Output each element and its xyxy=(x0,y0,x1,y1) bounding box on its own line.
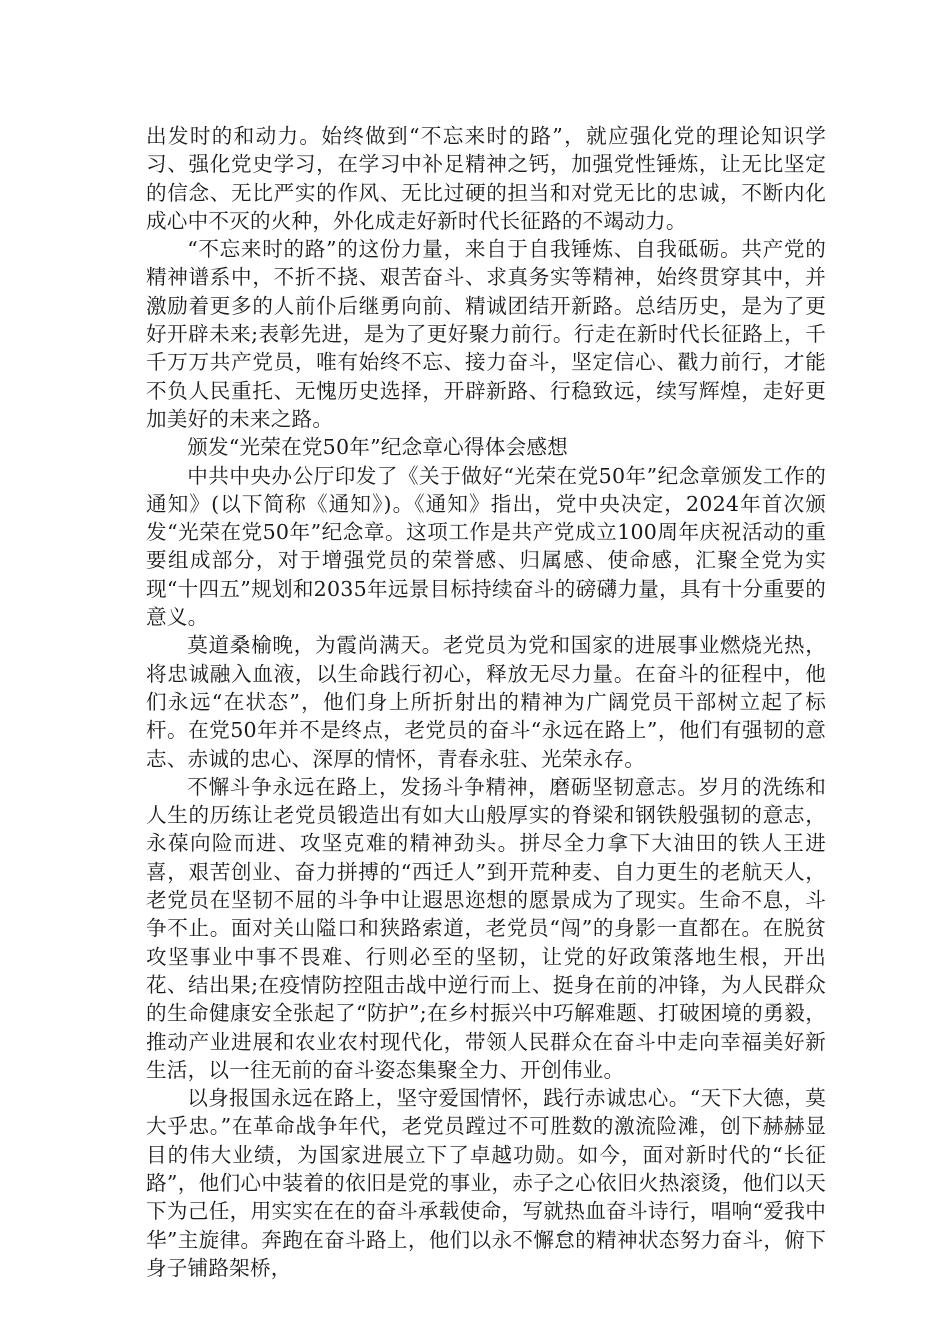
paragraph-2: “不忘来时的路”的这份力量，来自于自我锤炼、自我砥砺。共产党的精神谱系中，不折不挠、艰苦奋斗、求真务实等精神，始终贯穿其中，并激励着更多的人前仆后继勇向前、精诚团结开新路。总结历史，是为了更好开辟未来;表彰先进，是为了更好聚力前行。行走在新时代长征路上，千千万万共产党员，唯有始终不忘、接力奋斗，坚定信心、戳力前行，才能不负人民重托、无愧历史选择，开辟新路、行稳致远，续写辉煌，走好更加美好的未来之路。 xyxy=(146,237,826,431)
section-heading: 颁发“光荣在党50年”纪念章心得体会感想 xyxy=(187,435,568,460)
paragraph-5: 不懈斗争永远在路上，发扬斗争精神，磨砺坚韧意志。岁月的洗练和人生的历练让老党员锻造出有如大山般厚实的脊梁和钢铁般强韧的意志，永葆向险而进、攻坚克难的精神劲头。拼尽全力拿下大油田的铁人王进喜，艰苦创业、奋力拼搏的“西迁人”到开荒种麦、自力更生的老航天人，老党员在坚韧不屈的斗争中让遐思迩想的愿景成为了现实。生命不息，斗争不止。面对关山隘口和狭路索道，老党员“闯”的身影一直都在。在脱贫攻坚事业中事不畏难、行则必至的坚韧，让党的好政策落地生根，开出花、结出果;在疫情防控阻击战中逆行而上、挺身在前的冲锋，为人民群众的生命健康安全张起了“防护”;在乡村振兴中巧解难题、打破困境的勇毅，推动产业进展和农业农村现代化，带领人民群众在奋斗中走向幸福美好新生活，以一往无前的奋斗姿态集聚全力、开创伟业。 xyxy=(146,774,826,1082)
paragraph-4: 莫道桑榆晚，为霞尚满天。老党员为党和国家的进展事业燃烧光热，将忠诚融入血液，以生命践行初心，释放无尽力量。在奋斗的征程中，他们永远“在状态”，他们身上所折射出的精神为广阔党员干部树立起了标杆。在党50年并不是终点，老党员的奋斗“永远在路上”，他们有强韧的意志、赤诚的忠心、深厚的情怀，青春永驻、光荣永存。 xyxy=(146,633,826,771)
paragraph-6: 以身报国永远在路上，坚守爱国情怀，践行赤诚忠心。“天下大德，莫大乎忠。”在革命战争年代，老党员蹚过不可胜数的激流险滩，创下赫赫显目的伟大业绩，为国家进展立下了卓越功勋。如今，面对新时代的“长征路”，他们心中装着的依旧是党的事业，赤子之心依旧火热滚烫，他们以天下为己任，用实实在在的奋斗承载使命，写就热血奋斗诗行，唱响“爱我中华”主旋律。奔跑在奋斗路上，他们以永不懈怠的精神状态努力奋斗，俯下身子铺路架桥， xyxy=(146,1086,826,1280)
document-page xyxy=(146,122,826,1282)
paragraph-3: 中共中央办公厅印发了《关于做好“光荣在党50年”纪念章颁发工作的通知》(以下简称《通知》)。《通知》指出，党中央决定，2024年首次颁发“光荣在党50年”纪念章。这项工作是共产党成立100周年庆祝活动的重要组成部分，对于增强党员的荣誉感、归属感、使命感，汇聚全党为实现“十四五”规划和2035年远景目标持续奋斗的磅礴力量，具有十分重要的意义。 xyxy=(146,463,826,630)
paragraph-1: 出发时的和动力。始终做到“不忘来时的路”，就应强化党的理论知识学习、强化党史学习，在学习中补足精神之钙，加强党性锤炼，让无比坚定的信念、无比严实的作风、无比过硬的担当和对党无比的忠诚，不断内化成心中不灭的火种，外化成走好新时代长征路的不竭动力。 xyxy=(146,124,826,233)
